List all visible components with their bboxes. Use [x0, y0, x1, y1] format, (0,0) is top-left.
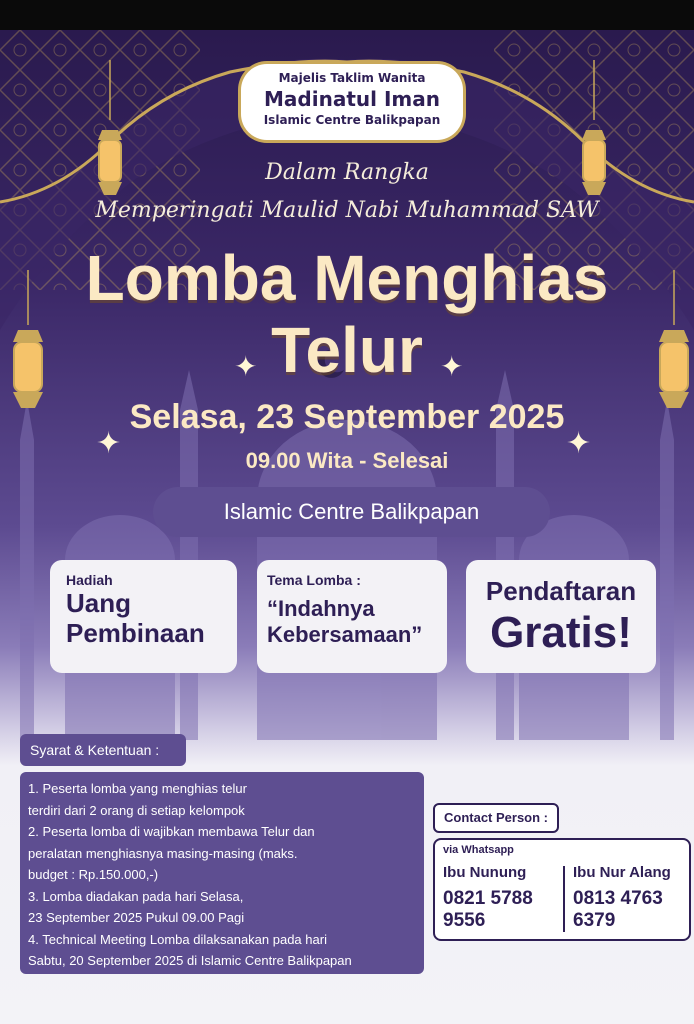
lantern-icon	[94, 60, 126, 210]
registration-card	[466, 560, 656, 673]
terms-line: terdiri dari 2 orang di setiap kelompok	[28, 802, 245, 818]
terms-list	[20, 772, 424, 974]
event-title-line2: Telur	[271, 314, 423, 386]
prize-line1: Uang	[66, 588, 131, 618]
occasion-line2: Memperingati Maulid Nabi Muhammad SAW	[95, 198, 599, 223]
contact-box	[433, 838, 691, 941]
prize-line2: Pembinaan	[66, 618, 205, 648]
contact-phone-2[interactable]	[573, 888, 693, 932]
contact-phone-1-part1: 0821 5788	[443, 888, 533, 909]
via-whatsapp-label: via Whatsapp	[443, 844, 514, 856]
terms-line: 2. Peserta lomba di wajibkan membawa Telur dan	[28, 824, 315, 839]
theme-label: Tema Lomba :	[267, 572, 361, 588]
occasion-line1: Dalam Rangka	[265, 160, 429, 185]
registration-line1: Pendaftaran	[485, 576, 637, 606]
terms-line: 23 September 2025 Pukul 09.00 Pagi	[28, 910, 245, 925]
terms-line: budget : Rp.150.000,-)	[28, 867, 159, 882]
organizer-line3: Islamic Centre Balikpapan	[263, 113, 441, 127]
venue-badge: Islamic Centre Balikpapan	[153, 487, 550, 537]
sparkle-icon: ✦	[234, 350, 258, 383]
contact-name-1: Ibu Nunung	[443, 864, 527, 881]
event-date: Selasa, 23 September 2025	[129, 398, 565, 436]
registration-line2: Gratis!	[490, 608, 632, 657]
organizer-line1: Majelis Taklim Wanita	[278, 71, 426, 85]
lantern-icon	[578, 60, 610, 210]
organizer-name: Madinatul Iman	[264, 87, 440, 111]
contact-divider	[563, 866, 565, 932]
terms-line: peralatan menghiasnya masing-masing (maks.	[28, 845, 298, 861]
terms-line: Sabtu, 20 September 2025 di Islamic Centre Balikpapan	[28, 953, 352, 968]
theme-card	[257, 560, 447, 673]
terms-line: 1. Peserta lomba yang menghias telur	[28, 781, 247, 796]
contact-heading: Contact Person :	[433, 803, 559, 833]
prize-label: Hadiah	[66, 572, 113, 588]
theme-line1: “Indahnya	[267, 596, 375, 621]
contact-phone-2-part1: 0813 4763	[573, 888, 663, 909]
contact-phone-1[interactable]	[443, 888, 563, 932]
contact-phone-2-part2: 6379	[573, 910, 616, 931]
terms-line: 4. Technical Meeting Lomba dilaksanakan pada hari	[28, 931, 327, 947]
event-time: 09.00 Wita - Selesai	[245, 448, 449, 473]
prize-card	[50, 560, 237, 673]
event-title-line1: Lomba Menghias	[85, 242, 609, 314]
contact-name-2: Ibu Nur Alang	[573, 864, 671, 881]
sparkle-icon: ✦	[96, 426, 122, 461]
terms-line: 3. Lomba diadakan pada hari Selasa,	[28, 888, 244, 904]
top-black-bar	[0, 0, 694, 30]
sparkle-icon: ✦	[566, 426, 592, 461]
organizer-badge	[241, 64, 463, 140]
contact-phone-1-part2: 9556	[443, 910, 486, 931]
sparkle-icon: ✦	[440, 350, 464, 383]
theme-line2: Kebersamaan”	[267, 622, 423, 647]
terms-heading: Syarat & Ketentuan :	[20, 734, 186, 766]
